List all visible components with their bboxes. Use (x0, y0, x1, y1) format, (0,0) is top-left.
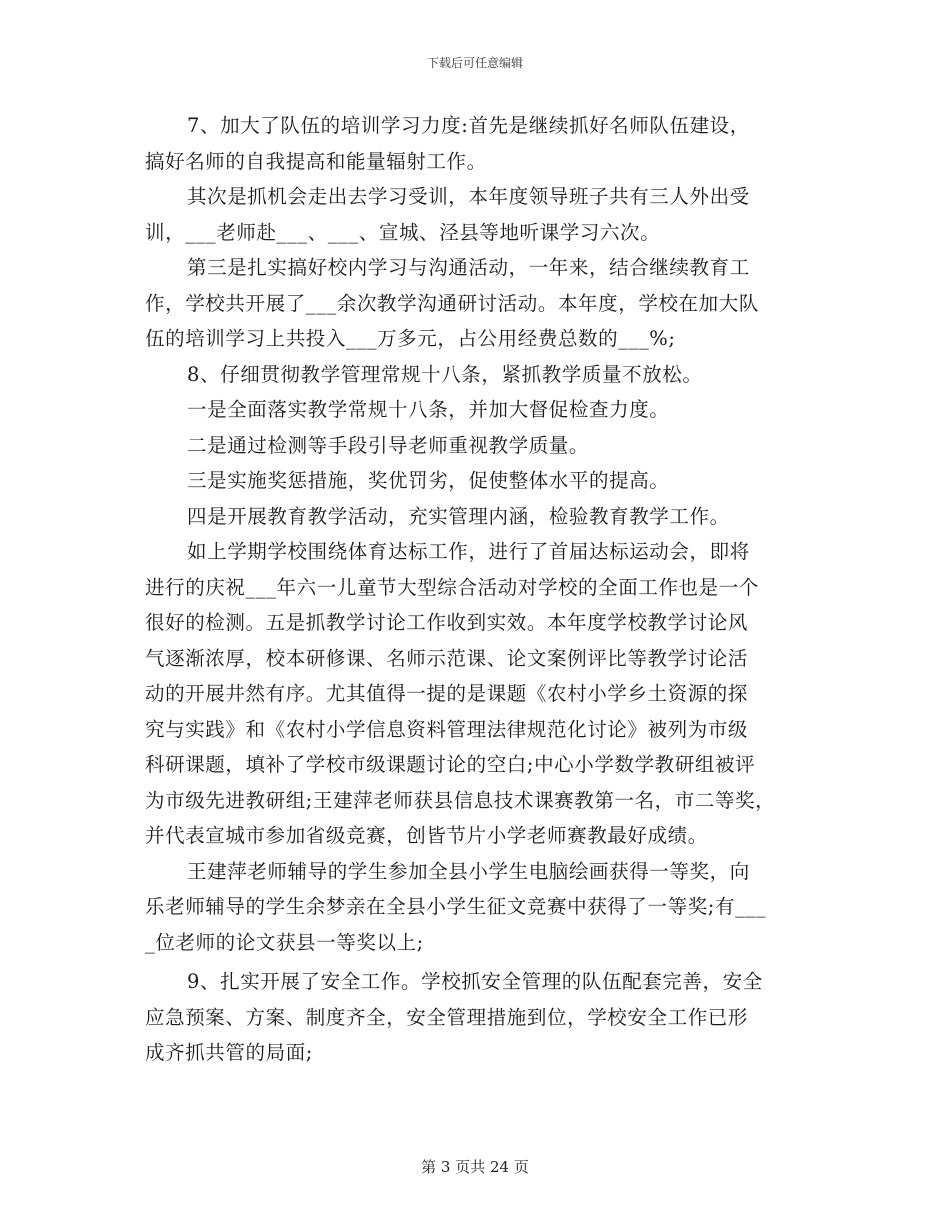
text-line: 乐老师辅导的学生余梦亲在全县小学生征文竞赛中获得了一等奖;有___ (145, 895, 767, 918)
text-line: 很好的检测。五是抓教学讨论工作收到实效。本年度学校教学讨论风 (145, 611, 749, 634)
document-body (145, 108, 815, 1071)
text-line: 为市级先进教研组;王建萍老师获县信息技术课赛教第一名，市二等奖， (145, 788, 776, 812)
text-line: 三是实施奖惩措施，奖优罚劣，促使整体水平的提高。 (187, 469, 670, 492)
text-line: 应急预案、方案、制度齐全，安全管理措施到位，学校安全工作已形 (145, 1005, 749, 1029)
text-line: 王建萍老师辅导的学生参加全县小学生电脑绘画获得一等奖，向 (187, 859, 750, 883)
page-number-footer: 第 3 页共 24 页 (421, 1158, 529, 1176)
text-line: 作，学校共开展了___余次教学沟通研讨活动。本年度，学校在加大队 (145, 291, 759, 315)
text-line: 伍的培训学习上共投入___万多元，占公用经费总数的___%; (145, 327, 676, 350)
text-line: _位老师的论文获县一等奖以上; (145, 930, 424, 954)
text-line: 9、扎实开展了安全工作。学校抓安全管理的队伍配套完善，安全 (187, 970, 763, 993)
page-header-note: 下载后可任意编辑 (426, 56, 523, 70)
text-line: 如上学期学校围绕体育达标工作，进行了首届达标运动会，即将 (187, 540, 750, 563)
text-line: 动的开展井然有序。尤其值得一提的是课题《农村小学乡土资源的探 (145, 682, 749, 705)
text-line: 搞好名师的自我提高和能量辐射工作。 (145, 149, 487, 173)
text-line: 第三是扎实搞好校内学习与沟通活动，一年来，结合继续教育工 (187, 256, 750, 279)
text-line: 进行的庆祝___年六一儿童节大型综合活动对学校的全面工作也是一个 (145, 575, 759, 599)
text-line: 气逐渐浓厚，校本研修课、名师示范课、论文案例评比等教学讨论活 (145, 646, 749, 670)
text-line: 一是全面落实教学常规十八条，并加大督促检查力度。 (187, 398, 670, 421)
text-line: 四是开展教育教学活动，充实管理内涵，检验教育教学工作。 (187, 504, 730, 528)
text-line: 8、仔细贯彻教学管理常规十八条，紧抓教学质量不放松。 (187, 362, 703, 386)
text-line: 究与实践》和《农村小学信息资料管理法律规范化讨论》被列为市级 (145, 717, 749, 741)
text-line: 成齐抓共管的局面; (145, 1041, 313, 1064)
text-line: 科研课题，填补了学校市级课题讨论的空白;中心小学数学教研组被评 (145, 753, 756, 776)
text-line: 7、加大了队伍的培训学习力度:首先是继续抓好名师队伍建设， (187, 114, 750, 137)
text-line: 其次是抓机会走出去学习受训，本年度领导班子共有三人外出受 (187, 185, 750, 208)
text-line: 并代表宣城市参加省级竞赛，创皆节片小学老师赛教最好成绩。 (145, 824, 708, 847)
text-line: 二是通过检测等手段引导老师重视教学质量。 (187, 433, 590, 457)
text-line: 训，___老师赴___、___、宣城、泾县等地听课学习六次。 (145, 220, 661, 244)
